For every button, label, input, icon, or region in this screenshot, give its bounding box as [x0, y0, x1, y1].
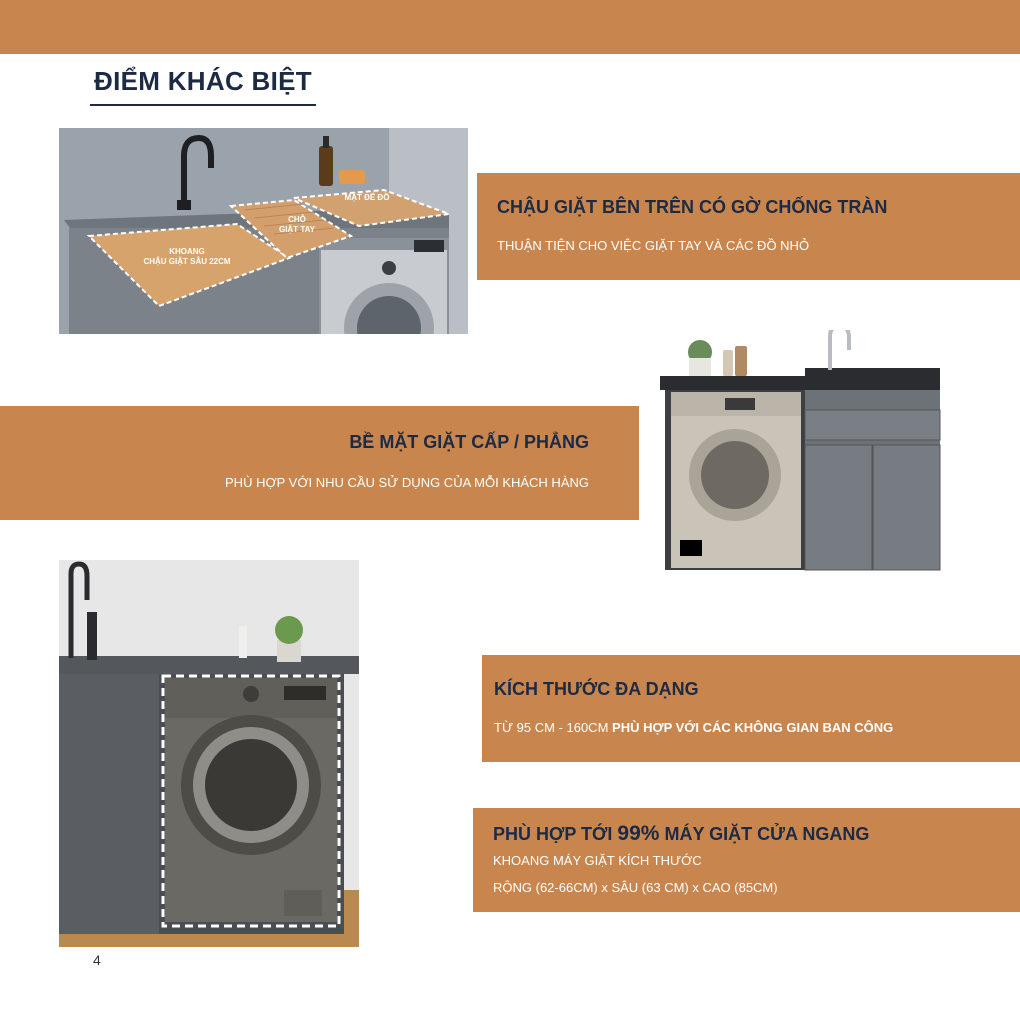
- feature-title: BỀ MẶT GIẶT CẤP / PHẲNG: [349, 432, 589, 452]
- title-underline: [90, 104, 316, 106]
- feature-detail-line1: KHOANG MÁY GIẶT KÍCH THƯỚC: [493, 853, 702, 868]
- title-start: PHÙ HỢP TỚI: [493, 824, 613, 844]
- feature-subtitle: [494, 720, 893, 735]
- feature-detail-line2: RỘNG (62-66CM) x SÂU (63 CM) x CAO (85CM): [493, 880, 778, 895]
- sink-basin-photo: [59, 128, 468, 334]
- page-number: 4: [93, 952, 101, 968]
- washer-compartment-photo: [59, 560, 359, 947]
- title-end: MÁY GIẶT CỬA NGANG: [664, 824, 870, 844]
- cabinet-washer-photo: [655, 330, 945, 574]
- feature-various-sizes: [482, 655, 1020, 762]
- top-color-band: [0, 0, 1020, 54]
- title-percentage: 99%: [617, 822, 660, 845]
- feature-surface-level: [0, 406, 639, 520]
- feature-title: CHẬU GIẶT BÊN TRÊN CÓ GỜ CHỐNG TRÀN: [497, 197, 888, 217]
- shelf-label: MẶT ĐỂ ĐỒ: [344, 193, 390, 202]
- feature-title: [493, 822, 869, 846]
- feature-overflow-rim: [477, 173, 1020, 280]
- washboard-label-line1: CHỖ: [288, 215, 306, 224]
- size-range: TỪ 95 CM - 160CM: [494, 720, 609, 735]
- size-fit-text: PHÙ HỢP VỚI CÁC KHÔNG GIAN BAN CÔNG: [612, 720, 894, 735]
- page-title: ĐIỂM KHÁC BIỆT: [94, 66, 312, 96]
- feature-title: KÍCH THƯỚC ĐA DẠNG: [494, 679, 699, 699]
- basin-label-line2: CHẬU GIẶT SÂU 22CM: [143, 257, 231, 266]
- basin-label-line1: KHOANG: [169, 247, 205, 256]
- washboard-label-line2: GIẶT TAY: [278, 225, 316, 234]
- feature-subtitle: THUẬN TIỆN CHO VIỆC GIẶT TAY VÀ CÁC ĐỒ NHỎ: [497, 238, 810, 253]
- feature-washer-compat: [473, 808, 1020, 912]
- feature-subtitle: PHÙ HỢP VỚI NHU CẦU SỬ DỤNG CỦA MỖI KHÁCH HÀNG: [225, 475, 589, 490]
